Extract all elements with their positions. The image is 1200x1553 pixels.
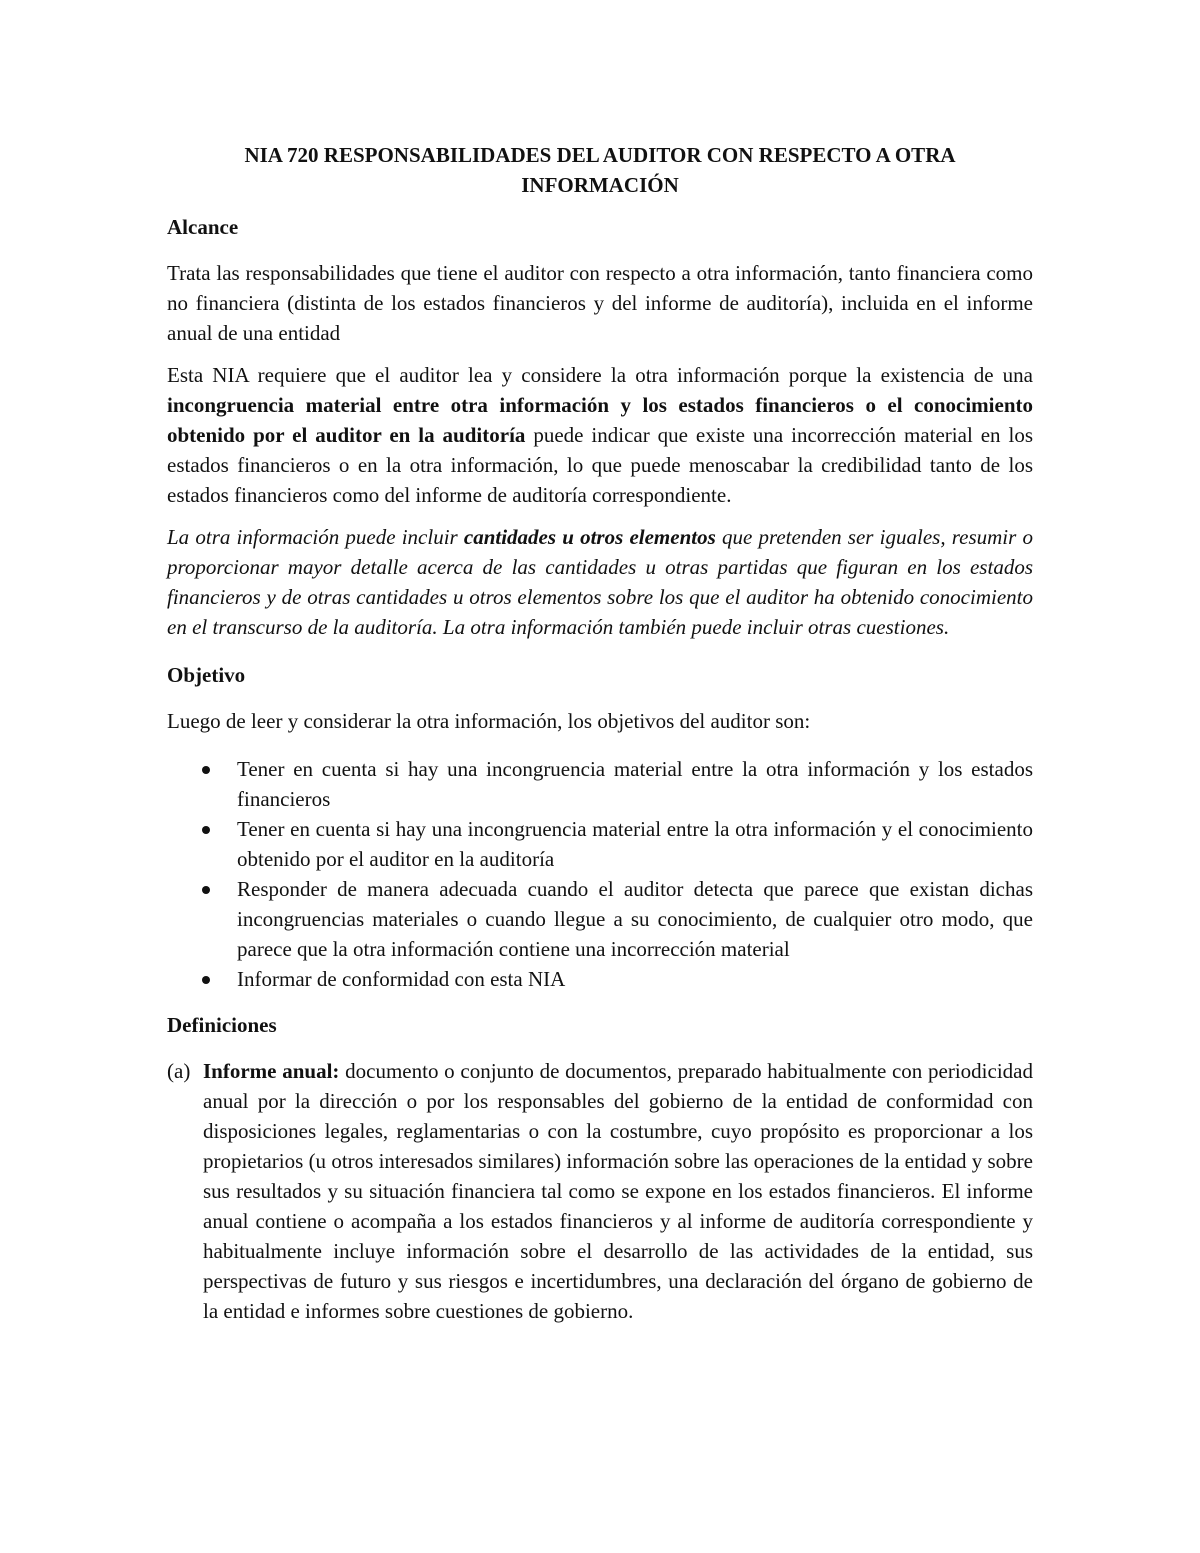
alcance-p2-text-a: Esta NIA requiere que el auditor lea y considere la otra información porque la existencia de una [167,363,1033,387]
section-heading-objetivo: Objetivo [167,663,246,687]
alcance-p2-bold: incongruencia material entre otra información y los estados financieros o el conocimiento obtenido por el auditor en la auditoría [167,393,1033,447]
bullet-text: Tener en cuenta si hay una incongruencia material entre la otra información y el conocimiento obtenido por el auditor en la auditoría [237,817,1033,871]
bullet-icon [202,976,210,984]
definition-item [167,1056,1033,1326]
bullet-text: Responder de manera adecuada cuando el auditor detecta que parece que existan dichas incongruencias materiales o cuando llegue a su conocimiento, de cualquier otro modo, que parece que la otra información contiene una incorrección material [237,877,1033,961]
alcance-p2-text-b: puede indicar que existe una incorrección material en los estados financieros o en la otra información, lo que puede menoscabar la credibilidad tanto de los estados financieros como del informe de auditoría correspondiente. [167,423,1033,507]
list-item [167,964,1033,994]
bullet-icon [202,766,210,774]
list-item [167,874,1033,964]
title-line-2: INFORMACIÓN [521,173,679,197]
bullet-text: Tener en cuenta si hay una incongruencia material entre la otra información y los estados financieros [237,757,1033,811]
alcance-paragraph-1: Trata las responsabilidades que tiene el auditor con respecto a otra información, tanto financiera como no financiera (distinta de los estados financieros y del informe de auditoría), incluida en el informe anual de una entidad [167,261,1033,345]
objetivo-intro: Luego de leer y considerar la otra información, los objetivos del auditor son: [167,709,811,733]
document-page [167,140,1033,1326]
bullet-icon [202,826,210,834]
definition-term: Informe anual: [203,1059,340,1083]
bullet-text: Informar de conformidad con esta NIA [237,967,566,991]
alcance-p3-text-a: La otra información puede incluir [167,525,464,549]
section-heading-definiciones: Definiciones [167,1013,277,1037]
section-heading-alcance: Alcance [167,215,239,239]
definition-text: documento o conjunto de documentos, preparado habitualmente con periodicidad anual por la dirección o por los responsables del gobierno de la entidad de conformidad con disposiciones legales, reglamentarias o con la costumbre, cuyo propósito es proporcionar a los propietarios (u otros interesados similares) información sobre las operaciones de la entidad y sobre sus resultados y su situación financiera tal como se expone en los estados financieros. El informe anual contiene o acompaña a los estados financieros y al informe de auditoría correspondiente y habitualmente incluye información sobre el desarrollo de las actividades de la entidad, sus perspectivas de futuro y sus riesgos e incertidumbres, una declaración del órgano de gobierno de la entidad e informes sobre cuestiones de gobierno. [203,1059,1033,1323]
alcance-paragraph-3 [167,522,1033,642]
document-title [167,140,1033,200]
list-item [167,754,1033,814]
title-line-1: NIA 720 RESPONSABILIDADES DEL AUDITOR CON RESPECTO A OTRA [244,143,956,167]
objetivo-bullet-list [167,754,1033,994]
definition-marker: (a) [167,1059,191,1083]
alcance-p3-text-b: que pretenden ser iguales, resumir o proporcionar mayor detalle acerca de las cantidades u otras partidas que figuran en los estados financieros y de otras cantidades u otros elementos sobre los que el auditor ha obtenido conocimiento en el transcurso de la auditoría. La otra información también puede incluir otras cuestiones. [167,525,1033,639]
alcance-paragraph-2 [167,360,1033,510]
bullet-icon [202,886,210,894]
list-item [167,814,1033,874]
alcance-p3-bold: cantidades u otros elementos [463,525,716,549]
